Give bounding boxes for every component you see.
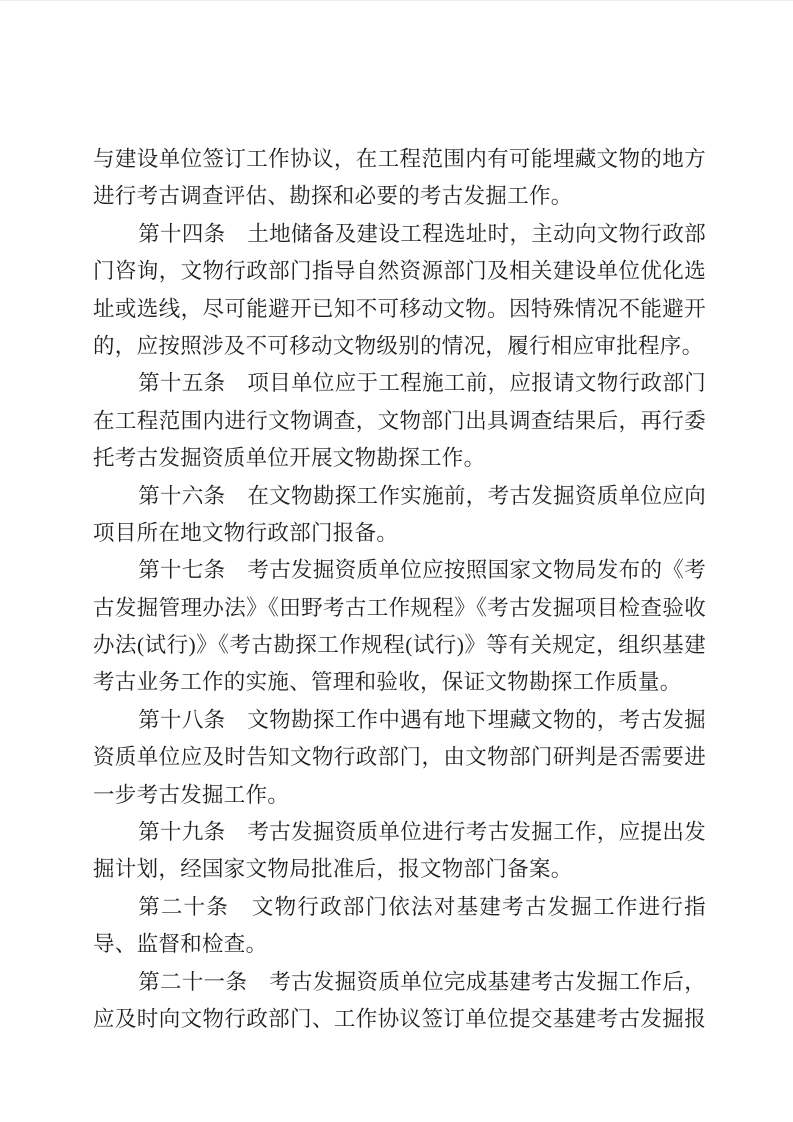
text-line: 第二十条 文物行政部门依法对基建考古发掘工作进行指: [138, 894, 706, 919]
document-body: [93, 141, 706, 1038]
text-line: 资质单位应及时告知文物行政部门，由文物部门研判是否需要进: [93, 745, 706, 770]
text-line: 门咨询，文物行政部门指导自然资源部门及相关建设单位优化选: [93, 259, 706, 284]
text-line: 第十九条 考古发掘资质单位进行考古发掘工作，应提出发: [138, 820, 706, 845]
text-line: 在工程范围内进行文物调查，文物部门出具调查结果后，再行委: [93, 408, 706, 433]
text-line: 第十八条 文物勘探工作中遇有地下埋藏文物的，考古发掘: [138, 707, 706, 732]
text-line: 第十四条 土地储备及建设工程选址时，主动向文物行政部: [138, 221, 706, 246]
text-line: 古发掘管理办法》《田野考古工作规程》《考古发掘项目检查验收: [93, 595, 706, 620]
text-line: 办法(试行)》《考古勘探工作规程(试行)》等有关规定，组织基建: [93, 633, 706, 658]
text-line: 与建设单位签订工作协议，在工程范围内有可能埋藏文物的地方: [93, 147, 706, 171]
text-line: 第十五条 项目单位应于工程施工前，应报请文物行政部门: [138, 371, 706, 396]
text-line: 导、监督和检查。: [93, 932, 268, 957]
text-line: 址或选线，尽可能避开已知不可移动文物。因特殊情况不能避开: [93, 296, 706, 321]
text-line: 一步考古发掘工作。: [93, 782, 290, 807]
text-line: 掘计划，经国家文物局批准后，报文物部门备案。: [93, 857, 573, 882]
text-line: 第二十一条 考古发掘资质单位完成基建考古发掘工作后，: [138, 969, 706, 994]
text-line: 进行考古调查评估、勘探和必要的考古发掘工作。: [93, 184, 573, 209]
text-line: 项目所在地文物行政部门报备。: [93, 520, 399, 545]
text-line: 第十六条 在文物勘探工作实施前，考古发掘资质单位应向: [138, 483, 706, 508]
text-line: 应及时向文物行政部门、工作协议签订单位提交基建考古发掘报: [93, 1006, 706, 1031]
text-line: 考古业务工作的实施、管理和验收，保证文物勘探工作质量。: [93, 670, 682, 695]
text-line: 的，应按照涉及不可移动文物级别的情况，履行相应审批程序。: [93, 333, 704, 358]
text-line: 托考古发掘资质单位开展文物勘探工作。: [93, 446, 486, 471]
text-line: 第十七条 考古发掘资质单位应按照国家文物局发布的《考: [138, 558, 706, 583]
